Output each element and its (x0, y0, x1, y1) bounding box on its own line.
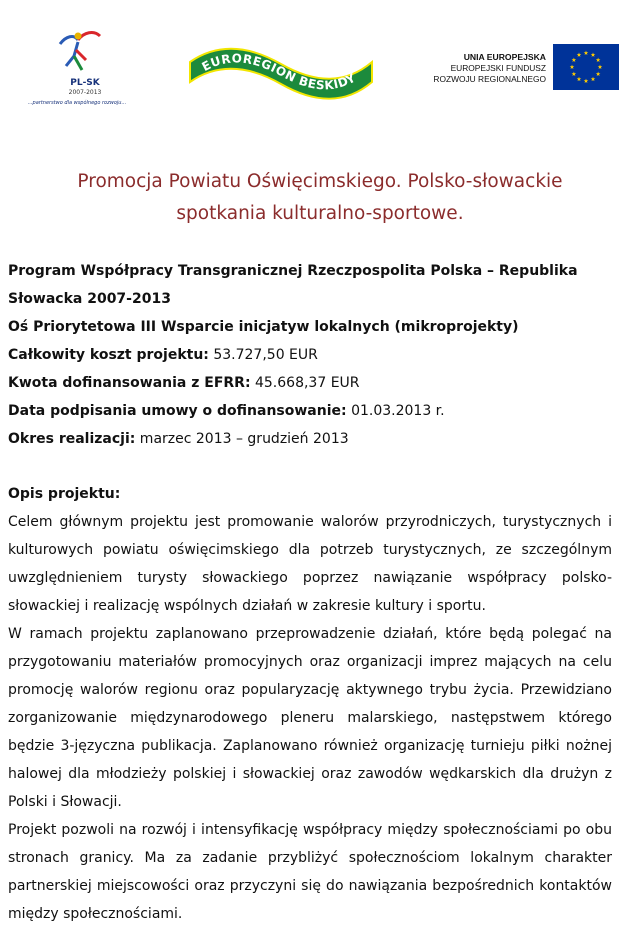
period-value: marzec 2013 – grudzień 2013 (135, 431, 349, 447)
description-paragraph-1: Celem głównym projektu jest promowanie walorów przyrodniczych, turystycznych i kulturowych powiatu oświęcimskiego dla potrzeb turystycznych, ze szczególnym uwzględnieniem turysty słowackiego poprzez nawiązanie współpracy polsko-słowackiej i realizację wspólnych działań w zakresie kultury i sportu. (8, 514, 612, 614)
period-label: Okres realizacji: (8, 431, 136, 447)
project-info (8, 257, 628, 453)
eu-flag-icon (553, 44, 619, 90)
plsk-logo (22, 26, 132, 110)
eu-line-3: ROZWOJU REGIONALNEGO (433, 74, 546, 84)
title-line-1: Promocja Powiatu Oświęcimskiego. Polsko-słowackie (77, 171, 563, 192)
description-paragraph-3: Projekt pozwoli na rozwój i intensyfikację współpracy między społecznościami po obu stronach granicy. Ma za zadanie przybliżyć społecznościom lokalnym charakter partnerskiej miejscowości oraz przyczyni się do nawiązania bezpośrednich kontaktów między społecznościami. (8, 822, 612, 922)
page-title (14, 166, 626, 230)
funding-value: 45.668,37 EUR (250, 375, 360, 391)
plsk-name: PL-SK (70, 78, 100, 88)
total-cost-label: Całkowity koszt projektu: (8, 347, 209, 363)
plsk-years: 2007-2013 (68, 89, 102, 96)
description-paragraph-2: W ramach projektu zaplanowano przeprowadzenie działań, które będą polegać na przygotowaniu materiałów promocyjnych oraz organizacji imprez mających na celu promocję walorów regionu oraz popularyzację aktywnego trybu życia. Przewidziano zorganizowanie międzynarodowego pleneru malarskiego, następstwem którego będzie 3-języczna publikacja. Zaplanowano również organizację turnieju piłki nożnej halowej dla młodzieży polskiej i słowackiej oraz zawodów wędkarskich dla drużyn z Polski i Słowacji. (8, 626, 612, 810)
period-row (8, 425, 628, 453)
euroregion-logo (186, 42, 376, 104)
total-cost-value: 53.727,50 EUR (208, 347, 318, 363)
project-description (8, 480, 612, 928)
eu-fund-label (430, 52, 546, 85)
plsk-figure-icon (22, 26, 132, 86)
eu-line-1: UNIA EUROPEJSKA (463, 52, 546, 62)
program-line-1: Program Współpracy Transgranicznej Rzeczpospolita Polska – Republika (8, 263, 578, 279)
signing-date-row (8, 397, 628, 425)
signing-date-value: 01.03.2013 r. (346, 403, 445, 419)
euroregion-name: EUROREGION BESKIDY (199, 51, 359, 93)
plsk-tagline: ...partnerstwo dla wspólnego rozwoju... (27, 100, 127, 106)
total-cost-row (8, 341, 628, 369)
signing-date-label: Data podpisania umowy o dofinansowanie: (8, 403, 347, 419)
header-logos (0, 0, 640, 130)
title-line-2: spotkania kulturalno-sportowe. (176, 203, 464, 224)
program-line-2: Słowacka 2007-2013 (8, 291, 171, 307)
eu-line-2: EUROPEJSKI FUNDUSZ (450, 63, 546, 73)
funding-row (8, 369, 628, 397)
funding-label: Kwota dofinansowania z EFRR: (8, 375, 251, 391)
priority-axis: Oś Priorytetowa III Wsparcie inicjatyw lokalnych (mikroprojekty) (8, 319, 519, 335)
description-heading: Opis projektu: (8, 486, 121, 502)
